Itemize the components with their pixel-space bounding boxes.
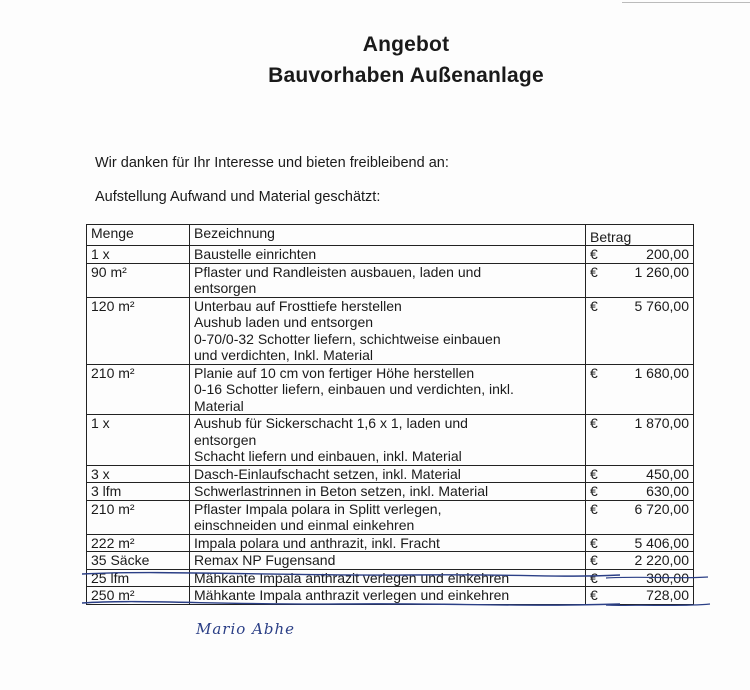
row-betrag — [586, 415, 694, 466]
row-bezeichnung — [190, 297, 586, 364]
row-menge: 3 lfm — [87, 483, 190, 501]
bezeichnung-line: entsorgen — [194, 280, 257, 296]
row-betrag — [586, 552, 694, 570]
bezeichnung-line: und verdichten, Inkl. Material — [194, 347, 373, 363]
table-row — [87, 415, 694, 466]
bezeichnung-line: Planie auf 10 cm von fertiger Höhe herstellen — [194, 364, 475, 381]
amount-value: 450,00 — [646, 465, 689, 482]
row-bezeichnung — [190, 569, 586, 587]
row-betrag — [586, 465, 694, 483]
document-title: Angebot — [362, 33, 450, 56]
table-row — [87, 534, 694, 552]
amount-value: 5 760,00 — [634, 297, 689, 314]
currency-symbol: € — [590, 534, 598, 551]
row-menge: 1 x — [87, 415, 190, 466]
scan-edge-line — [622, 2, 750, 3]
row-menge: 250 m² — [87, 587, 190, 605]
row-betrag — [586, 263, 694, 297]
amount-value: 200,00 — [646, 246, 689, 262]
row-betrag — [586, 500, 694, 534]
currency-symbol: € — [590, 364, 598, 381]
row-menge: 120 m² — [87, 297, 190, 364]
row-menge: 90 m² — [87, 263, 190, 297]
row-menge: 210 m² — [87, 364, 190, 415]
header-menge: Menge — [87, 225, 190, 246]
bezeichnung-line: Mähkante Impala anthrazit verlegen und einkehren — [194, 587, 510, 603]
currency-symbol: € — [590, 465, 598, 482]
handwritten-signature: Mario Abhe — [196, 620, 296, 638]
row-bezeichnung — [190, 415, 586, 466]
amount-value: 1 870,00 — [634, 415, 689, 431]
amount-value: 1 260,00 — [634, 263, 689, 280]
row-bezeichnung — [190, 263, 586, 297]
table-row — [87, 483, 694, 501]
amount-value: 630,00 — [646, 483, 689, 499]
bezeichnung-line: einschneiden und einmal einkehren — [194, 517, 415, 533]
table-row — [87, 263, 694, 297]
bezeichnung-line: Pflaster Impala polara in Splitt verlegen, — [194, 500, 442, 517]
document-subtitle: Bauvorhaben Außenanlage — [268, 64, 544, 87]
bezeichnung-line: Schacht liefern und einbauen, inkl. Material — [194, 448, 462, 464]
row-menge: 210 m² — [87, 500, 190, 534]
bezeichnung-line: Aushub laden und entsorgen — [194, 314, 374, 330]
currency-symbol: € — [590, 569, 598, 586]
currency-symbol: € — [590, 415, 598, 431]
row-bezeichnung — [190, 552, 586, 570]
row-menge: 1 x — [87, 246, 190, 264]
amount-value: 728,00 — [646, 587, 689, 603]
table-row — [87, 364, 694, 415]
bezeichnung-line: 0-70/0-32 Schotter liefern, schichtweise einbauen — [194, 330, 501, 347]
row-bezeichnung — [190, 587, 586, 605]
estimate-heading: Aufstellung Aufwand und Material geschätzt: — [95, 189, 381, 205]
table-row — [87, 465, 694, 483]
intro-text: Wir danken für Ihr Interesse und bieten freibleibend an: — [95, 155, 449, 171]
bezeichnung-line: Remax NP Fugensand — [194, 552, 336, 568]
row-betrag — [586, 364, 694, 415]
bezeichnung-line: Dasch-Einlaufschacht setzen, inkl. Material — [194, 465, 461, 482]
amount-value: 2 220,00 — [634, 552, 689, 568]
header-betrag: Betrag — [586, 225, 694, 246]
row-betrag — [586, 569, 694, 587]
currency-symbol: € — [590, 246, 598, 262]
row-betrag — [586, 587, 694, 605]
row-bezeichnung — [190, 364, 586, 415]
currency-symbol: € — [590, 587, 598, 603]
row-menge: 25 lfm — [87, 569, 190, 587]
bezeichnung-line: Impala polara und anthrazit, inkl. Fracht — [194, 534, 440, 551]
bezeichnung-line: Pflaster und Randleisten ausbauen, laden und — [194, 263, 482, 280]
bezeichnung-line: Material — [194, 397, 244, 414]
amount-value: 5 406,00 — [634, 534, 689, 551]
bezeichnung-line: Baustelle einrichten — [194, 246, 317, 262]
row-betrag — [586, 297, 694, 364]
table-row — [87, 569, 694, 587]
row-betrag — [586, 534, 694, 552]
offer-table — [86, 224, 694, 605]
table-row — [87, 552, 694, 570]
table-row — [87, 587, 694, 605]
amount-value: 1 680,00 — [634, 364, 689, 381]
row-menge: 3 x — [87, 465, 190, 483]
row-menge: 35 Säcke — [87, 552, 190, 570]
table-header-row — [87, 225, 694, 246]
row-betrag — [586, 483, 694, 501]
row-bezeichnung — [190, 246, 586, 264]
table-row — [87, 246, 694, 264]
row-bezeichnung — [190, 483, 586, 501]
currency-symbol: € — [590, 500, 598, 517]
currency-symbol: € — [590, 552, 598, 568]
bezeichnung-line: Unterbau auf Frosttiefe herstellen — [194, 297, 402, 314]
header-bezeichnung: Bezeichnung — [190, 225, 586, 246]
row-bezeichnung — [190, 500, 586, 534]
bezeichnung-line: Mähkante Impala anthrazit verlegen und einkehren — [194, 569, 510, 586]
bezeichnung-line: entsorgen — [194, 431, 257, 448]
row-bezeichnung — [190, 534, 586, 552]
currency-symbol: € — [590, 297, 598, 314]
amount-value: 300,00 — [646, 569, 689, 586]
bezeichnung-line: Aushub für Sickerschacht 1,6 x 1, laden und — [194, 415, 468, 431]
amount-value: 6 720,00 — [634, 500, 689, 517]
row-menge: 222 m² — [87, 534, 190, 552]
bezeichnung-line: Schwerlastrinnen in Beton setzen, inkl. Material — [194, 483, 489, 499]
bezeichnung-line: 0-16 Schotter liefern, einbauen und verdichten, inkl. — [194, 381, 514, 397]
table-row — [87, 500, 694, 534]
currency-symbol: € — [590, 483, 598, 499]
row-betrag — [586, 246, 694, 264]
table-row — [87, 297, 694, 364]
row-bezeichnung — [190, 465, 586, 483]
currency-symbol: € — [590, 263, 598, 280]
